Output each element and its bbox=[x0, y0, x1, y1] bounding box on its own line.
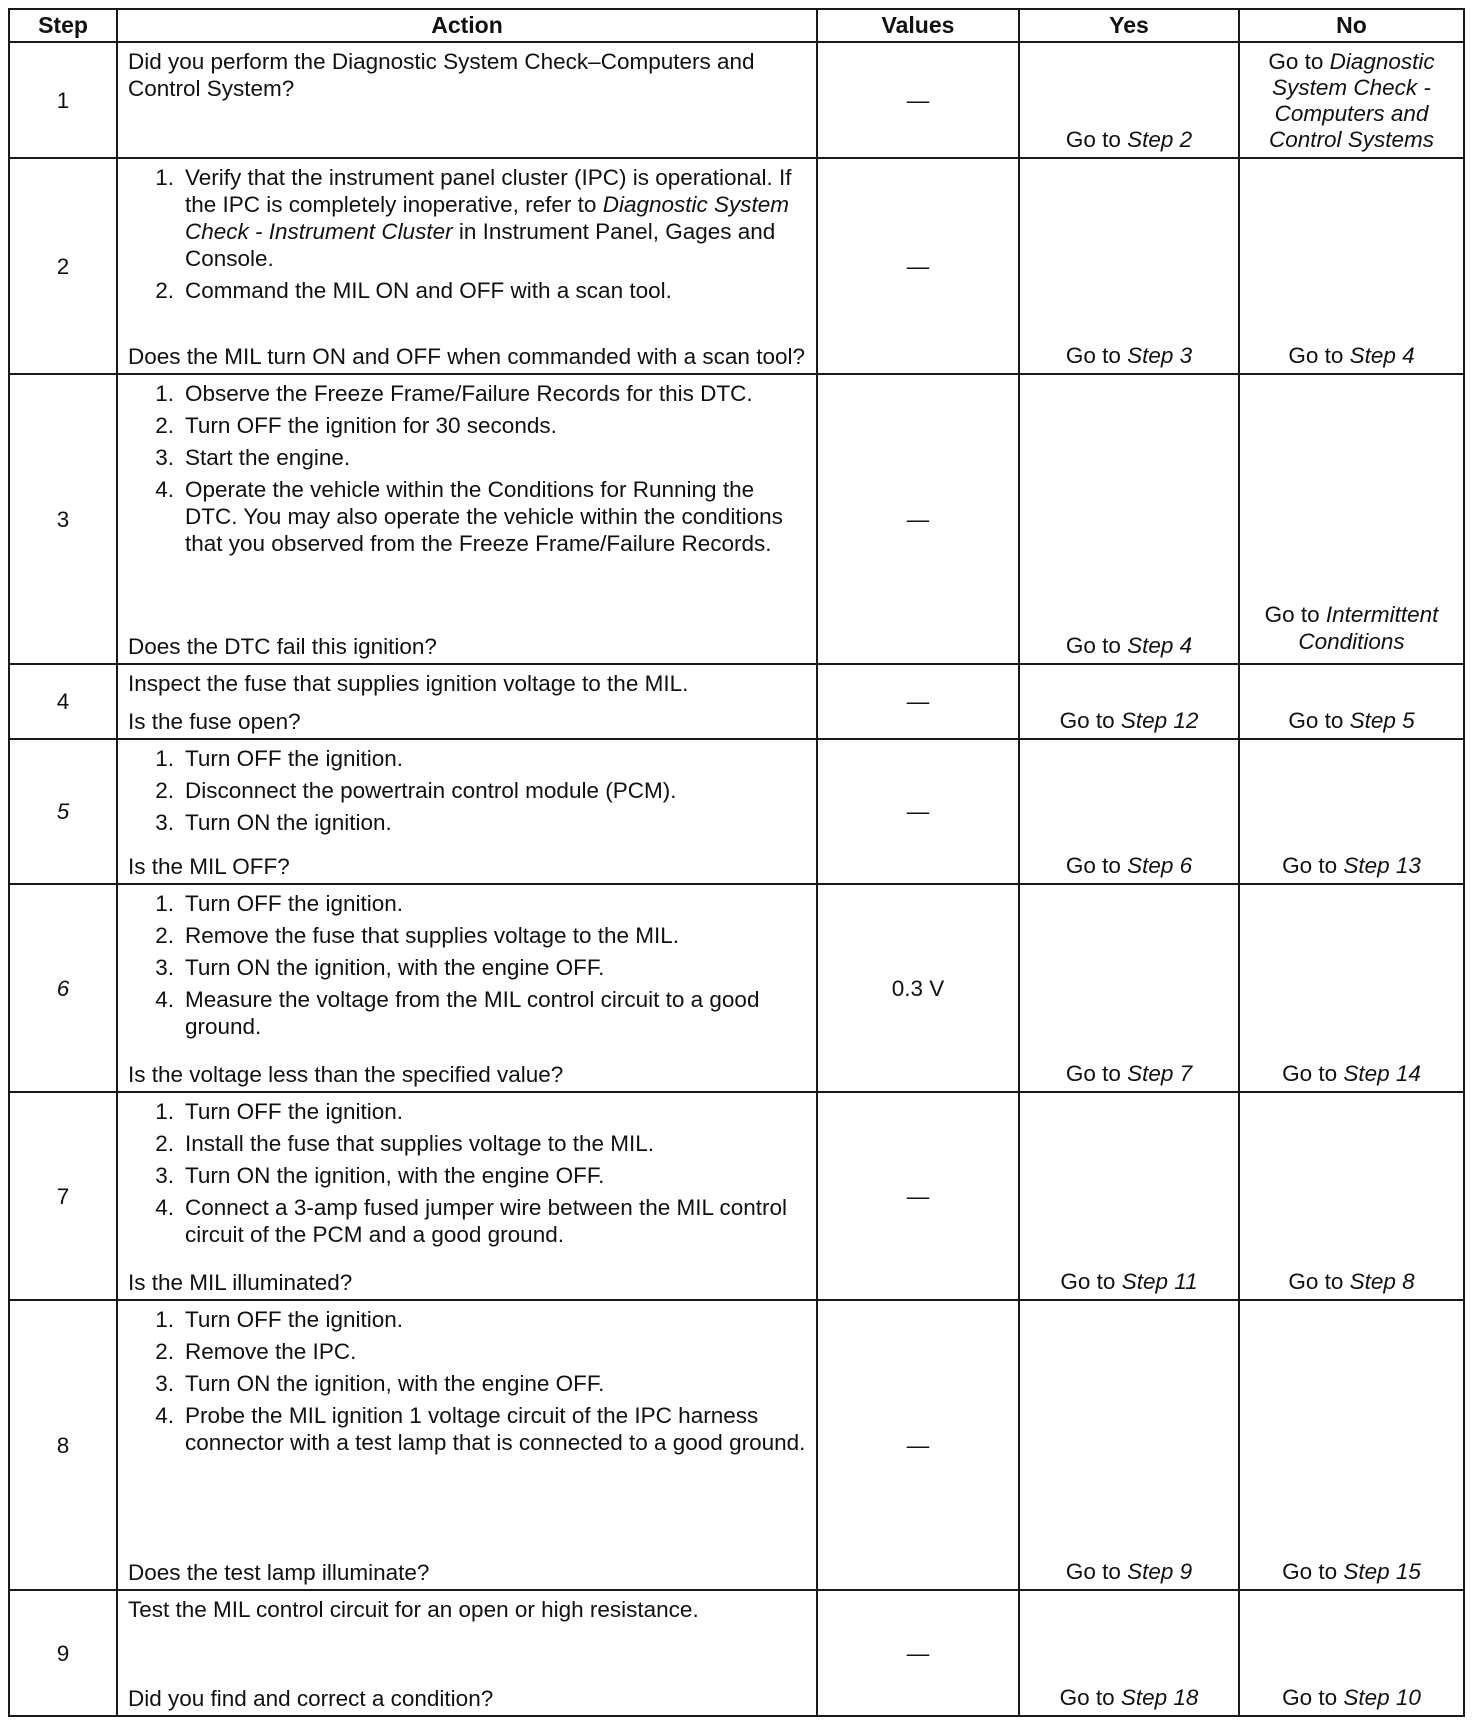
action-question: Is the MIL OFF? bbox=[128, 854, 290, 879]
table-row bbox=[9, 158, 1464, 374]
table-row bbox=[9, 42, 1464, 158]
header-yes: Yes bbox=[1019, 9, 1239, 42]
list-item: 1. Turn OFF the ignition. bbox=[155, 746, 404, 771]
value-cell: — bbox=[817, 374, 1019, 664]
no-link[interactable]: Step 5 bbox=[1349, 708, 1415, 733]
no-link[interactable]: Step 8 bbox=[1349, 1269, 1415, 1294]
action-question: Does the test lamp illuminate? bbox=[128, 1560, 430, 1585]
yes-cell[interactable]: Go to Step 3 bbox=[1019, 158, 1239, 374]
table-row bbox=[9, 1300, 1464, 1590]
no-link[interactable]: Step 13 bbox=[1343, 853, 1421, 878]
yes-cell[interactable]: Go to Step 6 bbox=[1019, 739, 1239, 884]
action-cell bbox=[117, 1590, 817, 1716]
yes-link[interactable]: Step 11 bbox=[1121, 1269, 1198, 1294]
yes-link[interactable]: Step 6 bbox=[1127, 853, 1193, 878]
list-item: 3. Turn ON the ignition, with the engine OFF. bbox=[155, 1163, 605, 1188]
action-steps bbox=[128, 1098, 806, 1253]
action-cell bbox=[117, 1092, 817, 1300]
list-item: 2. Remove the IPC. bbox=[155, 1339, 357, 1364]
yes-link[interactable]: Step 7 bbox=[1127, 1061, 1193, 1086]
table-row bbox=[9, 884, 1464, 1092]
action-question: Is the fuse open? bbox=[128, 709, 301, 734]
action-question: Is the voltage less than the specified value? bbox=[128, 1062, 564, 1087]
value-cell: — bbox=[817, 158, 1019, 374]
no-cell[interactable]: Go to Step 4 bbox=[1239, 158, 1464, 374]
list-item: 2. Turn OFF the ignition for 30 seconds. bbox=[155, 413, 557, 438]
list-item: 3. Turn ON the ignition, with the engine OFF. bbox=[155, 955, 605, 980]
no-cell[interactable]: Go to Step 5 bbox=[1239, 664, 1464, 739]
yes-link[interactable]: Step 9 bbox=[1127, 1559, 1193, 1584]
step-number: 4 bbox=[9, 664, 117, 739]
list-item: 1. Observe the Freeze Frame/Failure Records for this DTC. bbox=[155, 381, 753, 406]
action-steps bbox=[128, 890, 806, 1045]
no-cell[interactable]: Go to Step 14 bbox=[1239, 884, 1464, 1092]
step-number: 7 bbox=[9, 1092, 117, 1300]
list-item: 3. Start the engine. bbox=[155, 445, 351, 470]
yes-link[interactable]: Step 18 bbox=[1120, 1685, 1199, 1710]
action-cell bbox=[117, 664, 817, 739]
table-row bbox=[9, 1092, 1464, 1300]
no-cell[interactable]: Go to Intermittent Conditions bbox=[1239, 374, 1464, 664]
action-question: Does the DTC fail this ignition? bbox=[128, 634, 437, 659]
action-cell bbox=[117, 42, 817, 158]
no-prefix: Go to bbox=[1268, 49, 1330, 74]
step-number: 2 bbox=[9, 158, 117, 374]
yes-link[interactable]: Step 12 bbox=[1120, 708, 1199, 733]
yes-link[interactable]: Step 4 bbox=[1127, 633, 1193, 658]
list-item: 4. Measure the voltage from the MIL control circuit to a good ground. bbox=[155, 987, 760, 1039]
table-row bbox=[9, 374, 1464, 664]
no-link[interactable]: Step 15 bbox=[1343, 1559, 1421, 1584]
step-number: 5 bbox=[9, 739, 117, 884]
reference-link[interactable]: Diagnostic System Check - Instrument Cluster bbox=[185, 192, 790, 244]
no-cell[interactable]: Go to Step 15 bbox=[1239, 1300, 1464, 1590]
table-header-row bbox=[9, 9, 1464, 42]
list-item: 2. Command the MIL ON and OFF with a scan tool. bbox=[155, 278, 672, 303]
list-item: 4. Operate the vehicle within the Conditions for Running the DTC. You may also operate the vehicle within the conditions that you observed from the Freeze Frame/Failure Records. bbox=[155, 477, 783, 556]
yes-cell[interactable]: Go to Step 9 bbox=[1019, 1300, 1239, 1590]
no-link[interactable]: Step 14 bbox=[1343, 1061, 1421, 1086]
action-steps bbox=[128, 745, 806, 841]
list-item: 2. Disconnect the powertrain control module (PCM). bbox=[155, 778, 677, 803]
yes-cell[interactable]: Go to Step 11 bbox=[1019, 1092, 1239, 1300]
yes-cell[interactable]: Go to Step 12 bbox=[1019, 664, 1239, 739]
action-text: Did you perform the Diagnostic System Check–Computers and Control System? bbox=[128, 49, 755, 101]
yes-cell[interactable]: Go to Step 4 bbox=[1019, 374, 1239, 664]
no-cell[interactable]: Go to Step 10 bbox=[1239, 1590, 1464, 1716]
value-cell: — bbox=[817, 1092, 1019, 1300]
step-number: 6 bbox=[9, 884, 117, 1092]
header-action: Action bbox=[117, 9, 817, 42]
list-item: 2. Remove the fuse that supplies voltage to the MIL. bbox=[155, 923, 680, 948]
action-cell bbox=[117, 739, 817, 884]
no-cell[interactable]: Go to Step 13 bbox=[1239, 739, 1464, 884]
yes-cell[interactable] bbox=[1019, 42, 1239, 158]
list-item: 2. Install the fuse that supplies voltage to the MIL. bbox=[155, 1131, 655, 1156]
no-cell[interactable]: Go to Step 8 bbox=[1239, 1092, 1464, 1300]
action-cell bbox=[117, 374, 817, 664]
value-cell: — bbox=[817, 1300, 1019, 1590]
no-link[interactable]: Intermittent Conditions bbox=[1298, 602, 1439, 654]
action-cell bbox=[117, 158, 817, 374]
yes-cell[interactable]: Go to Step 18 bbox=[1019, 1590, 1239, 1716]
list-item: 4. Probe the MIL ignition 1 voltage circuit of the IPC harness connector with a test lamp that is connected to a good ground. bbox=[155, 1403, 806, 1455]
table-row bbox=[9, 664, 1464, 739]
no-link[interactable]: Step 4 bbox=[1349, 343, 1415, 368]
header-no: No bbox=[1239, 9, 1464, 42]
action-steps bbox=[128, 380, 806, 562]
step-number: 1 bbox=[9, 42, 117, 158]
action-question: Did you find and correct a condition? bbox=[128, 1686, 494, 1711]
table-row bbox=[9, 739, 1464, 884]
no-cell[interactable] bbox=[1239, 42, 1464, 158]
list-item: 4. Connect a 3-amp fused jumper wire between the MIL control circuit of the PCM and a good ground. bbox=[155, 1195, 787, 1247]
action-text: Test the MIL control circuit for an open or high resistance. bbox=[128, 1597, 699, 1622]
table-row bbox=[9, 1590, 1464, 1716]
no-link[interactable]: Step 10 bbox=[1343, 1685, 1421, 1710]
header-values: Values bbox=[817, 9, 1019, 42]
list-item: 1. Verify that the instrument panel cluster (IPC) is operational. If the IPC is completely inoperative, refer to Diagnostic System Check - Instrument Cluster in Instrument Panel, Gages and Console. bbox=[155, 165, 792, 271]
list-item: 1. Turn OFF the ignition. bbox=[155, 1307, 404, 1332]
value-cell: — bbox=[817, 1590, 1019, 1716]
value-cell: — bbox=[817, 664, 1019, 739]
action-question: Does the MIL turn ON and OFF when commanded with a scan tool? bbox=[128, 344, 805, 369]
no-link[interactable]: Diagnostic System Check - Computers and Control Systems bbox=[1268, 49, 1435, 152]
action-steps bbox=[128, 1306, 806, 1461]
action-cell bbox=[117, 1300, 817, 1590]
step-number: 9 bbox=[9, 1590, 117, 1716]
action-text: Inspect the fuse that supplies ignition voltage to the MIL. bbox=[128, 671, 689, 696]
value-cell: — bbox=[817, 42, 1019, 158]
header-step: Step bbox=[9, 9, 117, 42]
list-item: 3. Turn ON the ignition. bbox=[155, 810, 392, 835]
list-item: 1. Turn OFF the ignition. bbox=[155, 1099, 404, 1124]
step-number: 8 bbox=[9, 1300, 117, 1590]
list-item: 3. Turn ON the ignition, with the engine OFF. bbox=[155, 1371, 605, 1396]
yes-prefix: Go to bbox=[1065, 127, 1128, 152]
yes-cell[interactable]: Go to Step 7 bbox=[1019, 884, 1239, 1092]
value-cell: 0.3 V bbox=[817, 884, 1019, 1092]
action-cell bbox=[117, 884, 817, 1092]
action-question: Is the MIL illuminated? bbox=[128, 1270, 353, 1295]
step-number: 3 bbox=[9, 374, 117, 664]
action-steps bbox=[128, 164, 806, 309]
list-item: 1. Turn OFF the ignition. bbox=[155, 891, 404, 916]
yes-link[interactable]: Step 3 bbox=[1127, 343, 1193, 368]
diagnostic-table bbox=[8, 8, 1465, 1717]
yes-link[interactable]: Step 2 bbox=[1127, 127, 1193, 152]
value-cell: — bbox=[817, 739, 1019, 884]
